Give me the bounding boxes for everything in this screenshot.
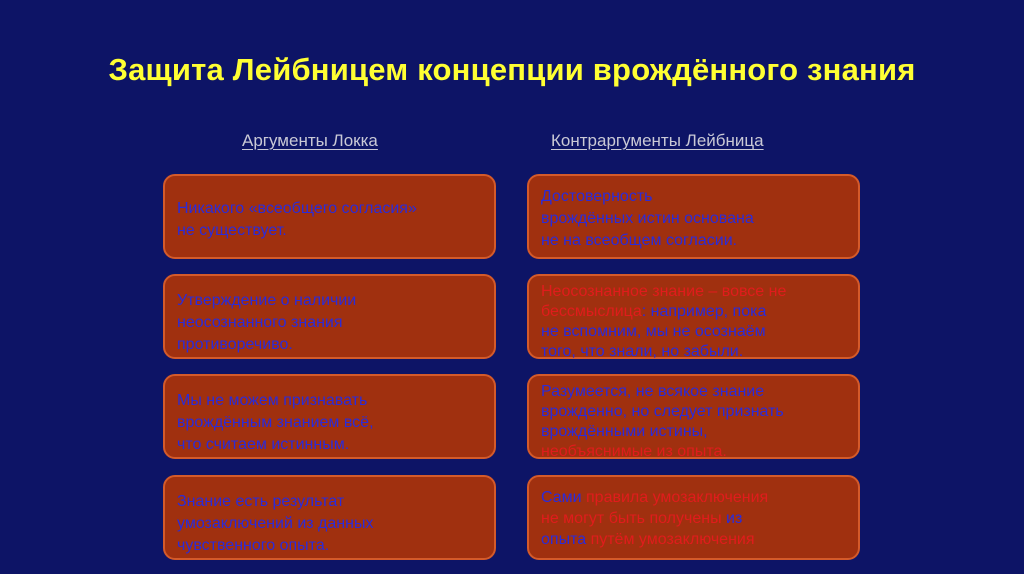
card-line: не вспомним, мы не осознаём	[541, 323, 766, 340]
card-line: что считаем истинным.	[177, 436, 350, 453]
card-line: Знание есть результат	[177, 493, 345, 510]
card-line: неосознанного знания	[177, 314, 343, 331]
leibniz-counterargument-card-3	[527, 374, 860, 459]
card-line: врожденно, но следует признать	[541, 403, 784, 420]
locke-argument-card-4	[163, 475, 496, 560]
card-line: умозаключений из данных	[177, 515, 374, 532]
locke-argument-card-2	[163, 274, 496, 359]
card-line: чувственного опыта.	[177, 537, 330, 554]
card-line: врождённых истин основана	[541, 210, 754, 227]
card-line: Мы не можем признавать	[177, 392, 368, 409]
right-column-header: Контраргументы Лейбница	[551, 131, 764, 150]
card-line-mixed	[541, 302, 846, 322]
card-line-red: Неосознанное знание – вовсе не	[541, 283, 787, 300]
card-line: врождёнными истины,	[541, 423, 708, 440]
card-line: не на всеобщем согласии.	[541, 232, 738, 249]
card-text-red: не могут быть получены	[541, 510, 727, 527]
card-text-blue: из	[726, 510, 743, 527]
card-text-red: бессмыслица	[541, 303, 642, 320]
card-text-blue: Сами	[541, 489, 587, 506]
card-line-mixed	[541, 508, 846, 529]
card-line-red: необъяснимые из опыта.	[541, 443, 727, 460]
left-column-header: Аргументы Локка	[242, 131, 378, 150]
card-text-blue: : например, пока	[641, 303, 767, 320]
card-line-mixed	[541, 529, 846, 550]
card-line: Никакого «всеобщего согласия»	[177, 200, 417, 217]
leibniz-counterargument-card-2	[527, 274, 860, 359]
locke-argument-card-3	[163, 374, 496, 459]
card-line: Достоверность	[541, 188, 653, 205]
card-line: того, что знали, но забыли.	[541, 343, 744, 360]
card-line: противоречиво.	[177, 336, 293, 353]
card-text-blue: опыта	[541, 531, 591, 548]
leibniz-counterargument-card-1	[527, 174, 860, 259]
card-line: не существует.	[177, 222, 287, 239]
card-line: Утверждение о наличии	[177, 292, 357, 309]
card-text-red: правила умозаключения	[586, 489, 769, 506]
card-text-red: путём умозаключения	[590, 531, 755, 548]
slide-title: Защита Лейбницем концепции врождённого знания	[108, 52, 916, 87]
card-line-mixed	[541, 487, 846, 508]
leibniz-counterargument-card-4	[527, 475, 860, 560]
card-line: Разумеется, не всякое знание	[541, 383, 765, 400]
card-line: врождённым знанием всё,	[177, 414, 374, 431]
locke-argument-card-1	[163, 174, 496, 259]
